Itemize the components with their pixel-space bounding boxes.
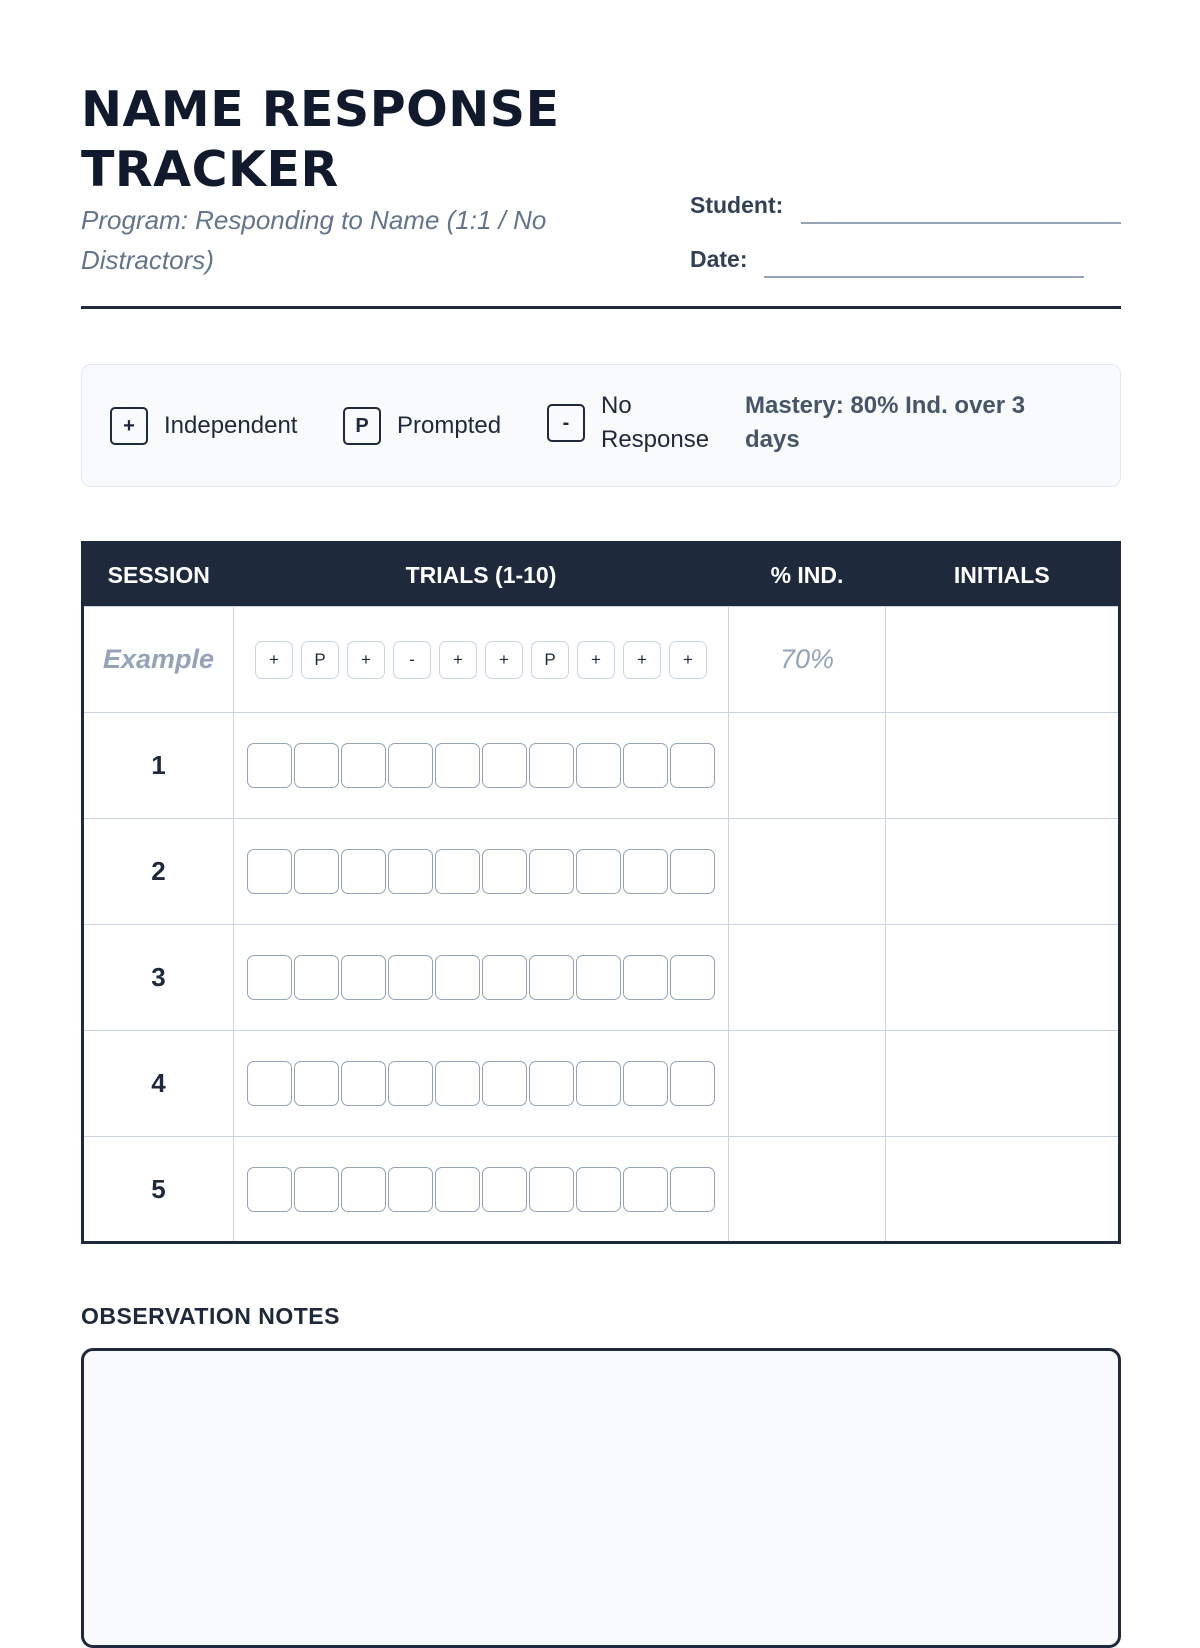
example-trial-box: + [347, 641, 385, 679]
example-percent: 70% [729, 607, 886, 713]
trial-box[interactable] [670, 955, 715, 1000]
trial-box[interactable] [670, 1061, 715, 1106]
header-percent: % IND. [729, 543, 886, 607]
trial-box[interactable] [670, 849, 715, 894]
trial-box[interactable] [388, 743, 433, 788]
trials-cell [234, 925, 729, 1031]
initials-cell[interactable] [886, 925, 1120, 1031]
header-initials: INITIALS [886, 543, 1120, 607]
trial-box[interactable] [623, 1061, 668, 1106]
trial-box[interactable] [529, 955, 574, 1000]
trial-box[interactable] [576, 1061, 621, 1106]
legend-label: Prompted [397, 412, 502, 439]
table-row [83, 1137, 1120, 1243]
trial-box[interactable] [247, 1061, 292, 1106]
minus-key-icon: - [547, 404, 585, 442]
table-row [83, 925, 1120, 1031]
trial-box[interactable] [576, 1167, 621, 1212]
header-session: SESSION [83, 543, 234, 607]
trial-box[interactable] [482, 1061, 527, 1106]
student-field [690, 192, 783, 219]
example-trial-box: P [301, 641, 339, 679]
plus-key-icon: + [110, 407, 148, 445]
percent-cell[interactable] [729, 925, 886, 1031]
table-row [83, 819, 1120, 925]
trials-cell [234, 607, 729, 713]
legend-box [81, 364, 1121, 487]
trial-box[interactable] [435, 1061, 480, 1106]
trial-box[interactable] [529, 1061, 574, 1106]
date-input-line[interactable] [764, 276, 1084, 278]
trial-box[interactable] [623, 743, 668, 788]
header-trials: TRIALS (1-10) [234, 543, 729, 607]
example-trial-box: + [623, 641, 661, 679]
trial-box[interactable] [388, 849, 433, 894]
trial-box[interactable] [341, 1167, 386, 1212]
trial-box[interactable] [435, 1167, 480, 1212]
trials-cell [234, 819, 729, 925]
trial-box[interactable] [482, 1167, 527, 1212]
initials-cell[interactable] [886, 713, 1120, 819]
trial-box[interactable] [482, 743, 527, 788]
trial-box[interactable] [529, 1167, 574, 1212]
trial-box[interactable] [623, 849, 668, 894]
observation-notes-area[interactable] [81, 1348, 1121, 1648]
trial-box[interactable] [341, 1061, 386, 1106]
student-input-line[interactable] [801, 222, 1121, 224]
trial-box[interactable] [294, 849, 339, 894]
trial-box[interactable] [435, 849, 480, 894]
initials-cell[interactable] [886, 1137, 1120, 1243]
legend-no-response [547, 389, 721, 457]
trial-box[interactable] [341, 955, 386, 1000]
legend-label: Independent [164, 412, 298, 439]
trial-box[interactable] [294, 743, 339, 788]
mastery-criteria: Mastery: 80% Ind. over 3 days [745, 392, 1026, 453]
example-trial-box: + [669, 641, 707, 679]
example-trial-box: + [577, 641, 615, 679]
trial-box[interactable] [247, 849, 292, 894]
trial-box[interactable] [670, 1167, 715, 1212]
trials-cell [234, 713, 729, 819]
session-number: 1 [83, 713, 234, 819]
trials-cell [234, 1031, 729, 1137]
trial-box[interactable] [623, 1167, 668, 1212]
p-key-icon: P [343, 407, 381, 445]
example-row [83, 607, 1120, 713]
session-number: 4 [83, 1031, 234, 1137]
example-trial-box: + [255, 641, 293, 679]
header-divider [81, 306, 1121, 309]
trial-box[interactable] [294, 1061, 339, 1106]
percent-cell[interactable] [729, 819, 886, 925]
page-title: NAME RESPONSE TRACKER [81, 81, 560, 198]
trial-box[interactable] [482, 955, 527, 1000]
date-label: Date: [690, 246, 748, 272]
example-trial-box: - [393, 641, 431, 679]
legend-independent [110, 407, 297, 445]
legend-label: No Response [601, 392, 710, 453]
trial-box[interactable] [576, 743, 621, 788]
initials-cell[interactable] [886, 1031, 1120, 1137]
trial-box[interactable] [388, 955, 433, 1000]
trial-box[interactable] [247, 955, 292, 1000]
student-label: Student: [690, 192, 784, 218]
table-row [83, 1031, 1120, 1137]
trial-box[interactable] [482, 849, 527, 894]
trial-box[interactable] [294, 1167, 339, 1212]
trial-box[interactable] [341, 743, 386, 788]
percent-cell[interactable] [729, 1137, 886, 1243]
example-trial-box: + [439, 641, 477, 679]
trial-box[interactable] [247, 1167, 292, 1212]
trial-box[interactable] [576, 955, 621, 1000]
trial-box[interactable] [294, 955, 339, 1000]
trials-cell [234, 1137, 729, 1243]
date-field [690, 246, 748, 273]
trial-box[interactable] [435, 955, 480, 1000]
percent-cell[interactable] [729, 713, 886, 819]
trial-box[interactable] [435, 743, 480, 788]
trial-box[interactable] [388, 1061, 433, 1106]
example-trial-box: P [531, 641, 569, 679]
program-subtitle: Program: Responding to Name (1:1 / No Distractors) [81, 205, 547, 275]
trial-box[interactable] [341, 849, 386, 894]
example-label: Example [83, 607, 234, 713]
notes-label: OBSERVATION NOTES [81, 1303, 340, 1329]
initials-cell [886, 607, 1120, 713]
legend-prompted [343, 407, 501, 445]
session-number: 2 [83, 819, 234, 925]
percent-cell[interactable] [729, 1031, 886, 1137]
trial-box[interactable] [247, 743, 292, 788]
trial-box[interactable] [529, 849, 574, 894]
trial-box[interactable] [529, 743, 574, 788]
example-trial-box: + [485, 641, 523, 679]
session-number: 5 [83, 1137, 234, 1243]
initials-cell[interactable] [886, 819, 1120, 925]
trial-box[interactable] [623, 955, 668, 1000]
table-row [83, 713, 1120, 819]
trial-box[interactable] [576, 849, 621, 894]
trials-table [81, 541, 1121, 1244]
trial-box[interactable] [670, 743, 715, 788]
trial-box[interactable] [388, 1167, 433, 1212]
session-number: 3 [83, 925, 234, 1031]
